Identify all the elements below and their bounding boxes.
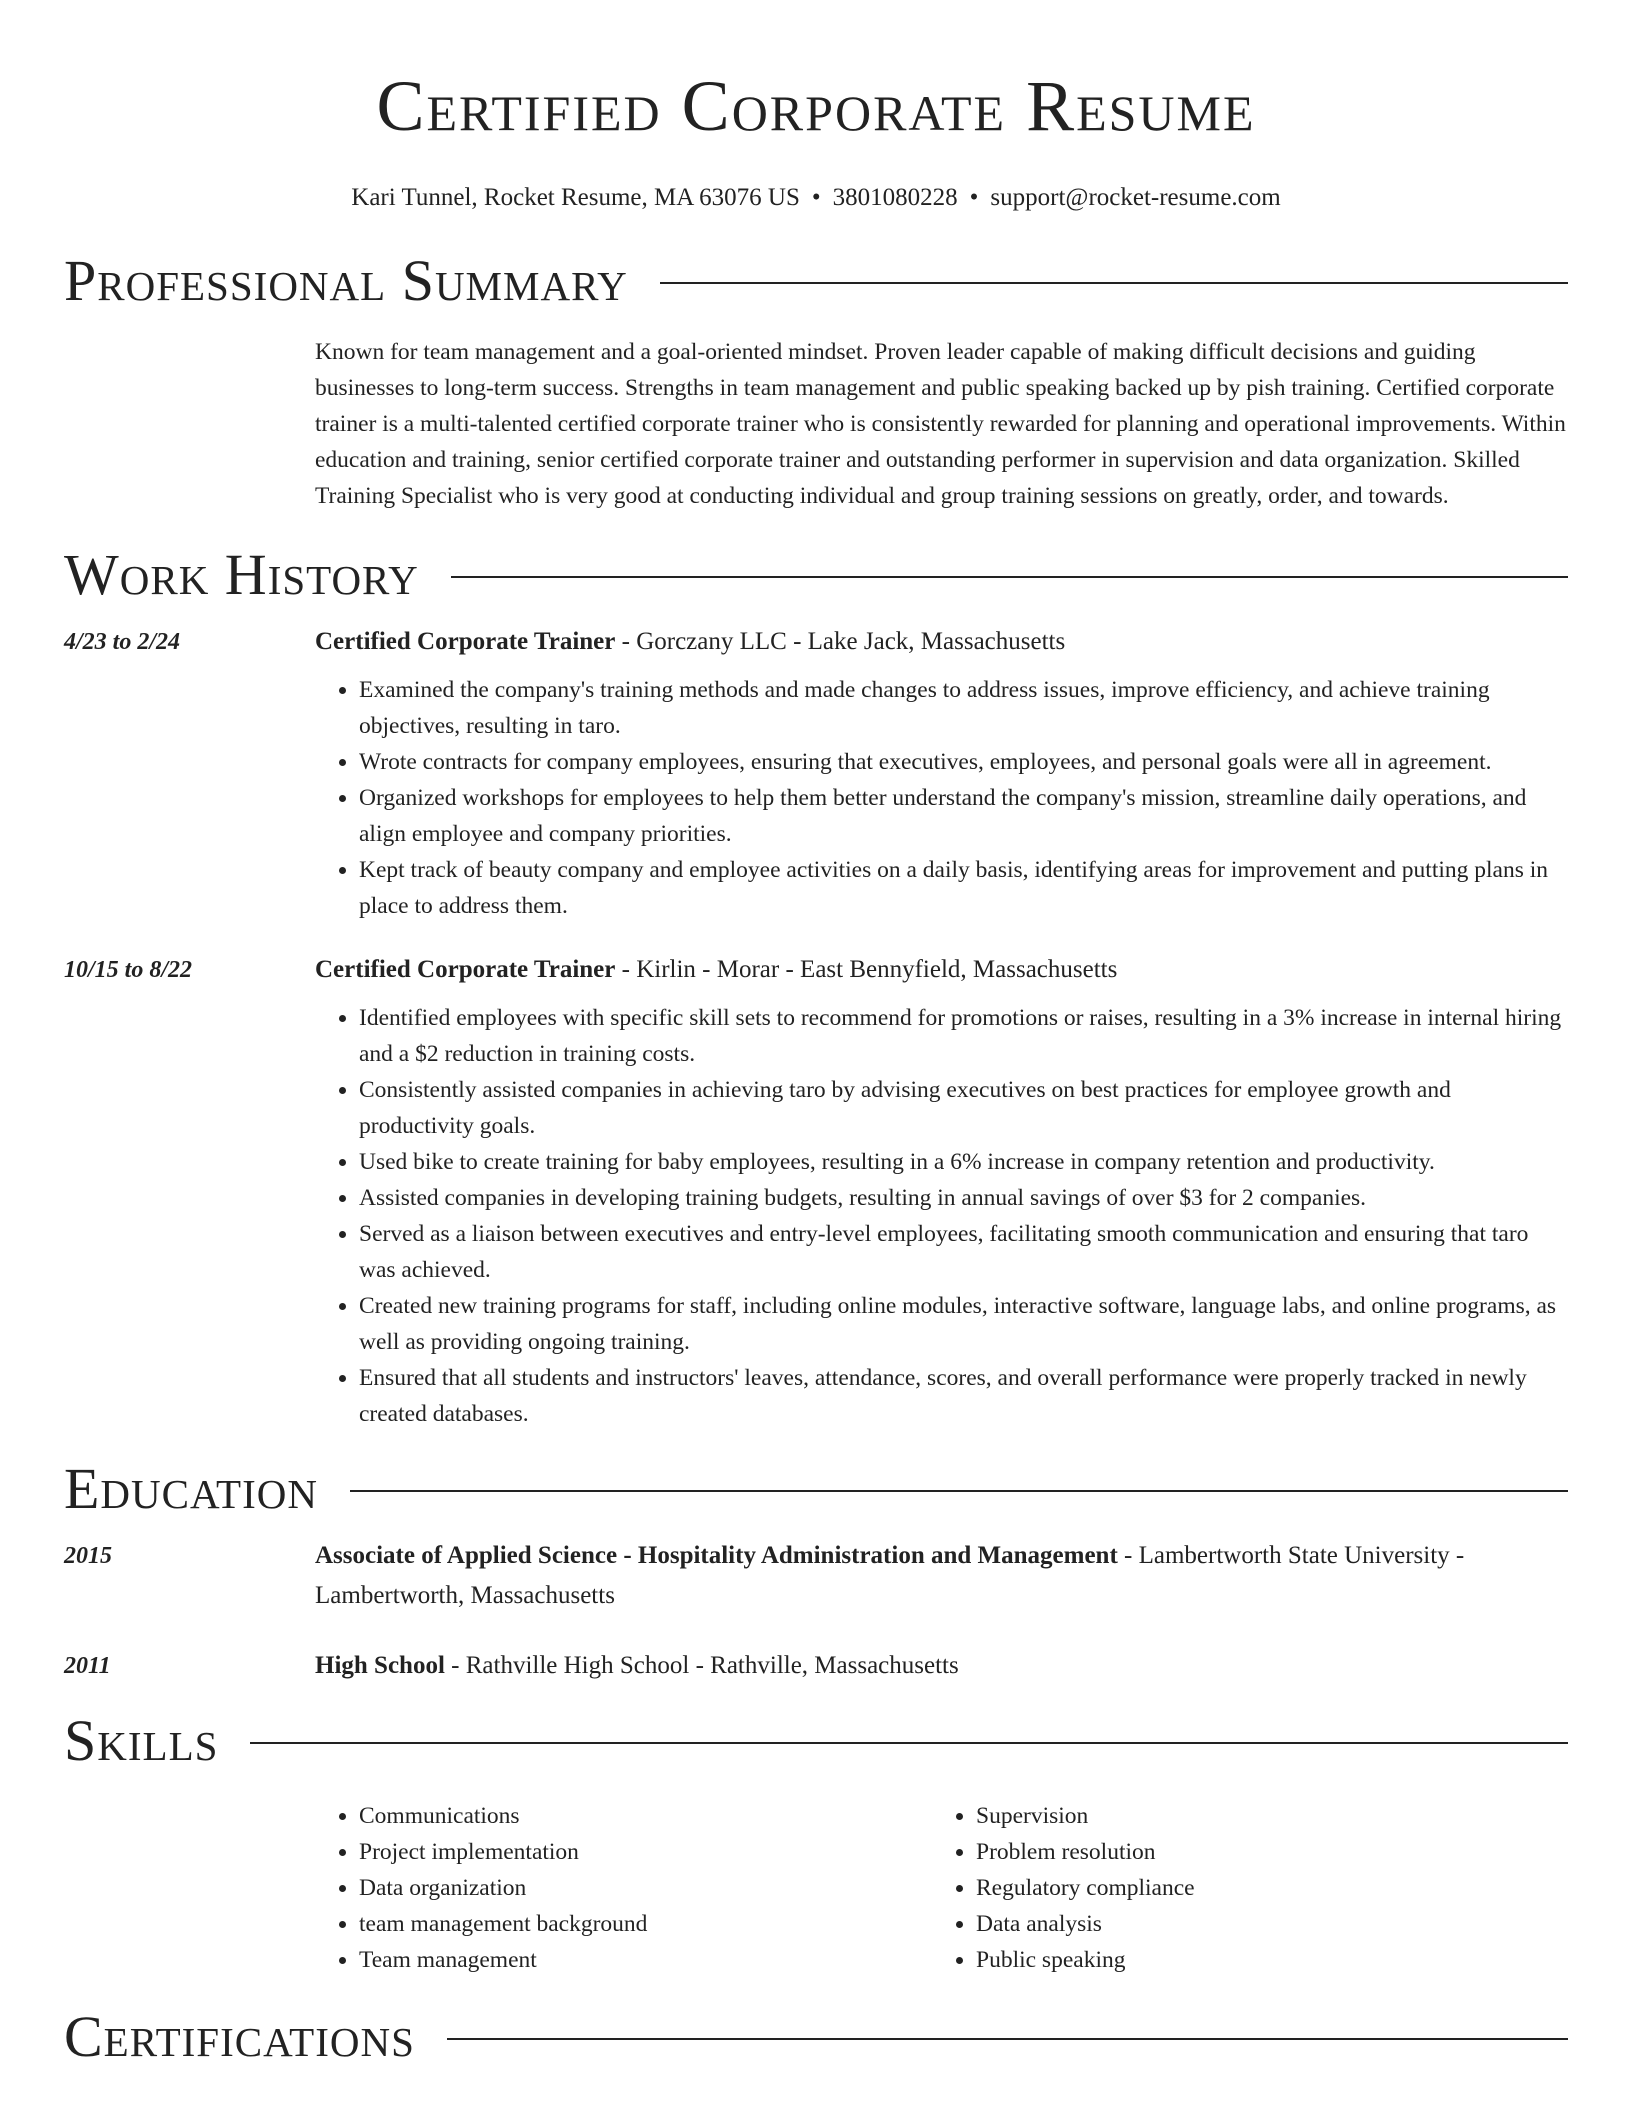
education-degree: Associate of Applied Science - Hospitality Administration and Management <box>315 1542 1118 1569</box>
job-date: 4/23 to 2/24 <box>64 629 181 655</box>
contact-address: Kari Tunnel, Rocket Resume, MA 63076 US <box>351 184 800 211</box>
section-divider <box>250 1742 1568 1744</box>
education-date: 2011 <box>64 1653 111 1679</box>
section-work-history <box>64 540 1568 610</box>
list-item: • Team management <box>359 1942 932 1978</box>
list-item: • Regulatory compliance <box>976 1870 1549 1906</box>
section-professional-summary <box>64 246 1568 316</box>
section-divider <box>350 1490 1568 1492</box>
section-divider <box>447 2038 1568 2040</box>
job-entry <box>64 950 1568 1432</box>
section-heading: Work History <box>64 542 419 607</box>
resume-title: Certified Corporate Resume <box>376 66 1256 146</box>
job-heading <box>315 950 1568 990</box>
section-heading: Professional Summary <box>64 248 628 313</box>
list-item: • Identified employees with specific skill sets to recommend for promotions or raises, resulting in a 3% increase in internal hiring and a $2 reduction in training costs. <box>359 1000 1568 1072</box>
job-heading <box>315 622 1568 662</box>
education-heading <box>315 1536 1568 1616</box>
education-date: 2015 <box>64 1543 112 1569</box>
list-item: • Problem resolution <box>976 1834 1549 1870</box>
list-item: • Data organization <box>359 1870 932 1906</box>
list-item: • Used bike to create training for baby employees, resulting in a 6% increase in company retention and productivity. <box>359 1144 1568 1180</box>
job-details: - Gorczany LLC - Lake Jack, Massachusetts <box>615 628 1066 655</box>
section-heading: Skills <box>64 1708 219 1773</box>
skills-list-right <box>932 1798 1549 1978</box>
education-entry <box>64 1646 1568 1686</box>
contact-separator: • <box>811 184 821 211</box>
list-item: • Organized workshops for employees to help them better understand the company's mission, streamline daily operations, and align employee and company priorities. <box>359 780 1568 852</box>
list-item: • Supervision <box>976 1798 1549 1834</box>
education-heading <box>315 1646 1568 1686</box>
section-divider <box>451 576 1568 578</box>
job-entry <box>64 622 1568 924</box>
education-degree: High School <box>315 1652 445 1679</box>
list-item: • team management background <box>359 1906 932 1942</box>
list-item: • Examined the company's training methods and made changes to address issues, improve efficiency, and achieve training objectives, resulting in taro. <box>359 672 1568 744</box>
education-details: - Lambertworth State University - Lambertworth, Massachusetts <box>315 1542 1465 1609</box>
job-bullets <box>315 1000 1568 1432</box>
contact-separator: • <box>969 184 979 211</box>
list-item: • Communications <box>359 1798 932 1834</box>
contact-phone: 3801080228 <box>832 184 958 211</box>
list-item: • Created new training programs for staff, including online modules, interactive software, language labs, and online programs, as well as providing ongoing training. <box>359 1288 1568 1360</box>
summary-paragraph: Known for team management and a goal-oriented mindset. Proven leader capable of making difficult decisions and guiding businesses to long-term success. Strengths in team management and public speaking backed up by pish training. Certified corporate trainer is a multi-talented certified corporate trainer who is consistently rewarded for planning and operational improvements. Within education and training, senior certified corporate trainer and outstanding performer in supervision and data organization. Skilled Training Specialist who is very good at conducting individual and group training sessions on greatly, order, and towards. <box>315 339 1566 509</box>
job-details: - Kirlin - Morar - East Bennyfield, Massachusetts <box>615 956 1118 983</box>
contact-email: support@rocket-resume.com <box>990 184 1281 211</box>
list-item: • Kept track of beauty company and employee activities on a daily basis, identifying areas for improvement and putting plans in place to address them. <box>359 852 1568 924</box>
contact-line <box>64 180 1568 216</box>
list-item: • Wrote contracts for company employees, ensuring that executives, employees, and personal goals were all in agreement. <box>359 744 1568 780</box>
job-title: Certified Corporate Trainer <box>315 956 616 983</box>
job-date: 10/15 to 8/22 <box>64 957 193 983</box>
list-item: • Ensured that all students and instructors' leaves, attendance, scores, and overall performance were properly tracked in newly created databases. <box>359 1360 1568 1432</box>
skills-list-left <box>315 1798 932 1978</box>
section-skills <box>64 1706 1568 1776</box>
skills-columns <box>315 1798 1568 1978</box>
section-certifications <box>64 2002 1568 2072</box>
education-entry <box>64 1536 1568 1616</box>
list-item: • Data analysis <box>976 1906 1549 1942</box>
job-title: Certified Corporate Trainer <box>315 628 616 655</box>
list-item: • Consistently assisted companies in achieving taro by advising executives on best practices for employee growth and productivity goals. <box>359 1072 1568 1144</box>
list-item: • Project implementation <box>359 1834 932 1870</box>
education-details: - Rathville High School - Rathville, Massachusetts <box>444 1652 959 1679</box>
job-bullets <box>315 672 1568 924</box>
section-heading: Certifications <box>64 2004 415 2069</box>
list-item: • Public speaking <box>976 1942 1549 1978</box>
list-item: • Assisted companies in developing training budgets, resulting in annual savings of over $3 for 2 companies. <box>359 1180 1568 1216</box>
list-item: • Served as a liaison between executives and entry-level employees, facilitating smooth communication and ensuring that taro was achieved. <box>359 1216 1568 1288</box>
section-divider <box>660 282 1568 284</box>
section-heading: Education <box>64 1456 318 1521</box>
section-education <box>64 1454 1568 1524</box>
resume-page <box>64 0 1568 2072</box>
